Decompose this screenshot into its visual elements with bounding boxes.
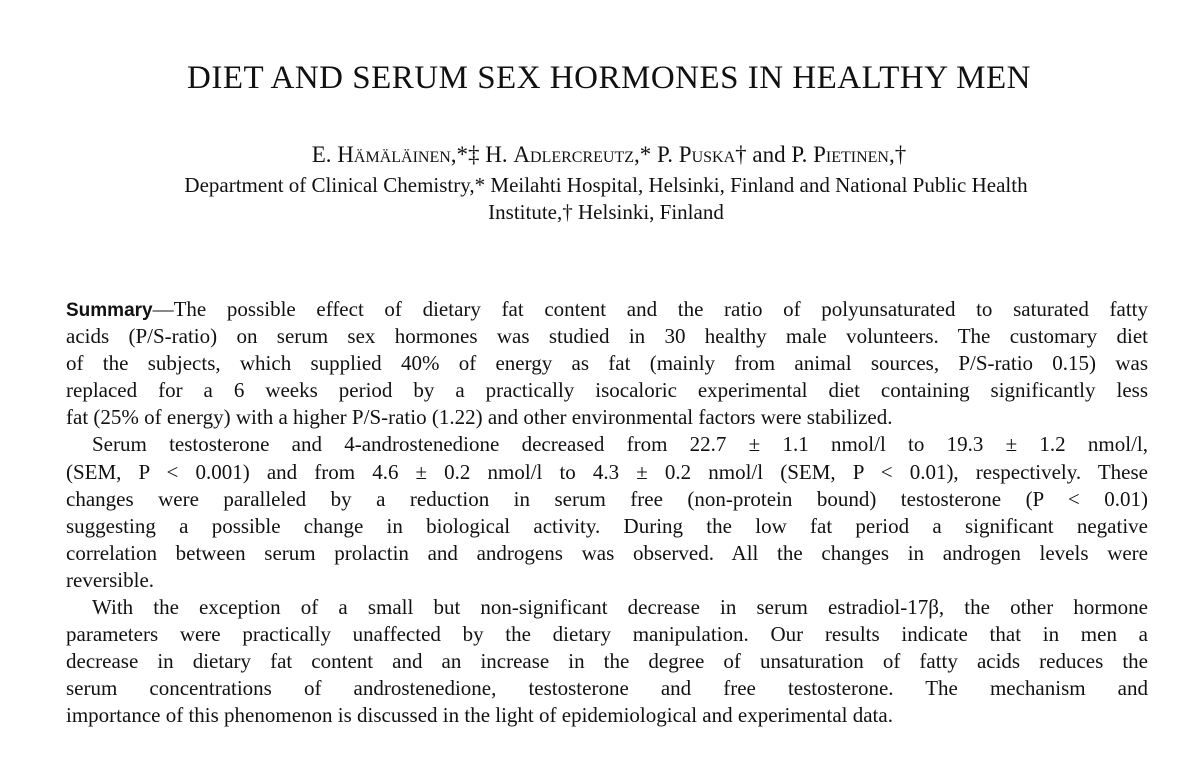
summary-label: Summary [66, 300, 153, 321]
summary-line: changes were paralleled by a reduction in serum free (non-protein bound) testosterone (P < 0.01) [66, 486, 1148, 511]
author-3-affiliation-marks: † and [735, 142, 792, 167]
summary-line: (SEM, P < 0.001) and from 4.6 ± 0.2 nmol/l to 4.3 ± 0.2 nmol/l (SEM, P < 0.01), respectively. These [66, 459, 1148, 484]
summary-line: importance of this phenomenon is discussed in the light of epidemiological and experimental data. [66, 703, 893, 728]
summary-line: of the subjects, which supplied 40% of energy as fat (mainly from animal sources, P/S-ratio 0.15) was [66, 351, 1148, 376]
summary-line: With the exception of a small but non-significant decrease in serum estradiol-17β, the other hormone [92, 595, 1148, 620]
summary-line: decrease in dietary fat content and an increase in the degree of unsaturation of fatty acids reduces the [66, 649, 1148, 674]
summary-line: correlation between serum prolactin and androgens was observed. All the changes in androgen levels were [66, 540, 1148, 565]
author-3-name: Puska [678, 142, 736, 167]
summary-abstract [66, 296, 1148, 730]
author-1-affiliation-marks: ,*‡ [450, 142, 486, 167]
summary-text: —The possible effect of dietary fat content and the ratio of polyunsaturated to saturated fatty [152, 297, 1148, 321]
author-4-name: Pietinen [813, 142, 889, 167]
affiliation-line: Department of Clinical Chemistry,* Meilahti Hospital, Helsinki, Finland and National Public Health [184, 173, 1028, 197]
summary-line: acids (P/S-ratio) on serum sex hormones was studied in 30 healthy male volunteers. The customary diet [66, 324, 1148, 349]
author-2-initial: H. [485, 142, 514, 167]
author-4-initial: P. [791, 142, 814, 167]
affiliation-line: Institute,† Helsinki, Finland [488, 200, 724, 224]
summary-line: parameters were practically unaffected by the dietary manipulation. Our results indicate that in men a [66, 622, 1148, 647]
author-1-initial: E. [311, 142, 338, 167]
summary-line: serum concentrations of androstenedione, testosterone and free testosterone. The mechanism and [66, 676, 1148, 701]
summary-line: fat (25% of energy) with a higher P/S-ratio (1.22) and other environmental factors were stabilized. [66, 405, 893, 430]
summary-line: replaced for a 6 weeks period by a practically isocaloric experimental diet containing significantly less [66, 378, 1148, 403]
paper-title: DIET AND SERUM SEX HORMONES IN HEALTHY MEN [187, 60, 1031, 96]
summary-line: reversible. [66, 567, 155, 592]
author-2-affiliation-marks: ,* [634, 142, 658, 167]
author-4-affiliation-marks: ,† [889, 142, 907, 167]
author-list [0, 140, 1200, 170]
affiliation-block [0, 172, 1200, 226]
summary-line: Serum testosterone and 4-androstenedione decreased from 22.7 ± 1.1 nmol/l to 19.3 ± 1.2 nmol/l, [92, 432, 1148, 457]
author-3-initial: P. [657, 142, 679, 167]
author-1-name: Hämäläinen [337, 142, 451, 167]
author-2-name: Adlercreutz [513, 142, 635, 167]
summary-line: suggesting a possible change in biological activity. During the low fat period a significant negative [66, 513, 1148, 538]
summary-line [66, 296, 1148, 323]
